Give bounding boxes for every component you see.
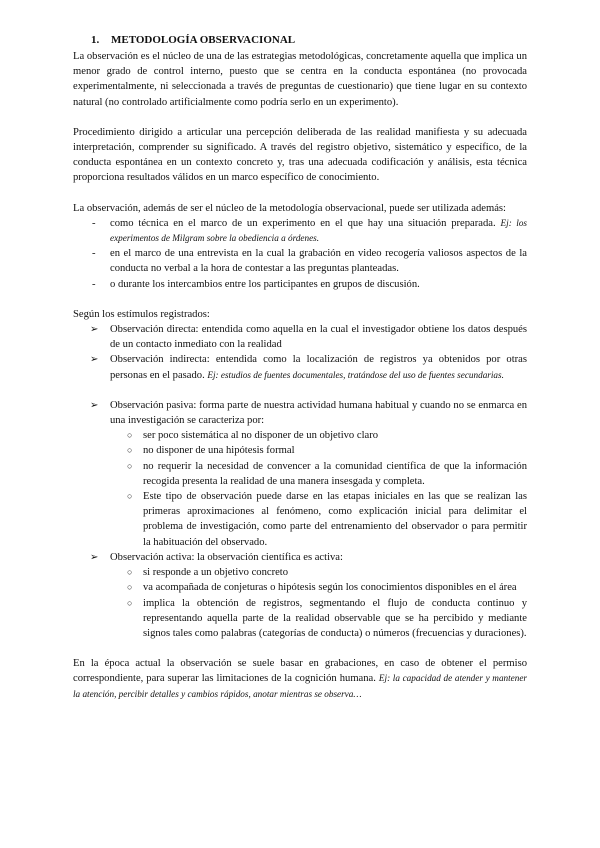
example-text: Ej: los experimentos de Milgram sobre la obediencia a órdenes.	[110, 217, 528, 244]
list-item	[73, 352, 527, 382]
list-item-passive	[73, 398, 527, 550]
paragraph-closing	[73, 656, 527, 702]
list-item-text: Observación activa: la observación científica es activa:	[110, 551, 343, 563]
sublist-item-text: ser poco sistemática al no disponer de un objetivo claro	[143, 430, 379, 442]
list-item-active	[73, 550, 527, 641]
list-item-text: Observación indirecta: entendida como la localización de registros ya obtenidos por otras personas en el pasado.	[110, 354, 527, 381]
example-text: Ej: la capacidad de atender y mantener la atención, percibir detalles y cambios rápidos, anotar mientras se observa…	[73, 673, 528, 699]
sublist-item-text: implica la obtención de registros, segmentando el flujo de conducta continuo y representando aquella parte de la realidad observable que se ha percibido y mediante signos tales como palabras (categorías de conducta) o números (frecuencias y duraciones).	[143, 597, 527, 639]
list-item-text: Observación pasiva: forma parte de nuestra actividad humana habitual y cuando no se enmarca en una investigación se caracteriza por:	[110, 399, 527, 427]
sublist-item	[73, 489, 527, 550]
circle-marker: ○	[127, 430, 133, 441]
list-item-text: en el marco de una entrevista en la cual la grabación en video recogería valiosos aspectos de la conducta no verbal a la hora de contestar a las preguntas planteadas.	[110, 248, 527, 275]
circle-marker: ○	[127, 491, 133, 502]
sublist-item	[73, 459, 527, 489]
circle-marker: ○	[127, 460, 133, 471]
paragraph-intro: La observación es el núcleo de una de las estrategias metodológicas, concretamente aquella que implica un menor grado de control interno, puesto que se centra en la conducta espontánea (no provocada experimentalmente, ni seleccionada a través de preguntas de cuestionario) que tiene lugar en su contexto natural (no controlado artificialmente como podría serlo en un experimento).	[73, 51, 527, 108]
sublist-item	[73, 428, 527, 443]
list-item	[73, 277, 527, 292]
dash-marker: -	[92, 217, 96, 229]
list-item	[73, 216, 527, 246]
arrow-marker: ➢	[90, 399, 99, 411]
circle-marker: ○	[127, 582, 133, 593]
circle-marker: ○	[127, 597, 133, 608]
sublist-item-text: no requerir la necesidad de convencer a la comunidad científica de que la información recogida presenta la realidad de una manera insesgada y completa.	[143, 460, 527, 487]
circle-marker: ○	[127, 445, 133, 456]
heading-number: 1.	[91, 34, 100, 46]
closing-text: En la época actual la observación se suele basar en grabaciones, en caso de obtener el permiso correspondiente, para superar las limitaciones de la cognición humana.	[73, 658, 527, 685]
dash-marker: -	[92, 248, 96, 260]
sublist-item	[73, 443, 527, 458]
list-item	[73, 246, 527, 276]
sublist-item-text: si responde a un objetivo concreto	[143, 567, 289, 579]
sublist-item	[73, 565, 527, 580]
arrow-marker: ➢	[90, 551, 99, 563]
sublist-item	[73, 596, 527, 642]
paragraph-uses-lead: La observación, además de ser el núcleo de la metodología observacional, puede ser utilizada además:	[73, 202, 506, 214]
document-page	[73, 33, 527, 702]
paragraph-stimuli-lead: Según los estímulos registrados:	[73, 308, 210, 320]
arrow-marker: ➢	[90, 324, 99, 336]
list-item-text: o durante los intercambios entre los participantes en grupos de discusión.	[110, 278, 420, 290]
dash-marker: -	[92, 278, 96, 290]
sublist-item-text: no disponer de una hipótesis formal	[143, 445, 295, 457]
uses-list	[73, 216, 527, 292]
heading-title: METODOLOGÍA OBSERVACIONAL	[111, 34, 296, 46]
observation-types-list	[73, 398, 527, 641]
sublist-item	[73, 580, 527, 595]
list-item	[73, 322, 527, 352]
section-heading	[91, 33, 527, 47]
sublist-item-text: va acompañada de conjeturas o hipótesis según los conocimientos disponibles en el área	[143, 582, 517, 594]
example-text: Ej: estudios de fuentes documentales, tratándose del uso de fuentes secundarias.	[207, 369, 504, 380]
passive-sublist	[110, 428, 527, 550]
stimuli-list	[73, 322, 527, 383]
circle-marker: ○	[127, 567, 133, 578]
arrow-marker: ➢	[90, 354, 99, 366]
sublist-item-text: Este tipo de observación puede darse en las etapas iniciales en las que se realizan las primeras aproximaciones al fenómeno, como explicación inicial para delimitar el problema de investigación, como parte del entrenamiento del observador o para permitir la habituación del observado.	[143, 491, 527, 548]
list-item-text: Observación directa: entendida como aquella en la cual el investigador obtiene los datos después de un contacto inmediato con la realidad	[110, 324, 527, 351]
list-item-text: como técnica en el marco de un experimento en el que hay una situación preparada.	[110, 217, 501, 229]
paragraph-procedure: Procedimiento dirigido a articular una percepción deliberada de las realidad manifiesta y su adecuada interpretación, comprender su significado. A través del registro objetivo, sistemático y específico, de la conducta espontánea en un contexto concreto y, tras una adecuada codificación y análisis, esta técnica proporciona resultados válidos en un marco específico de conocimiento.	[73, 126, 527, 184]
active-sublist	[110, 565, 527, 641]
